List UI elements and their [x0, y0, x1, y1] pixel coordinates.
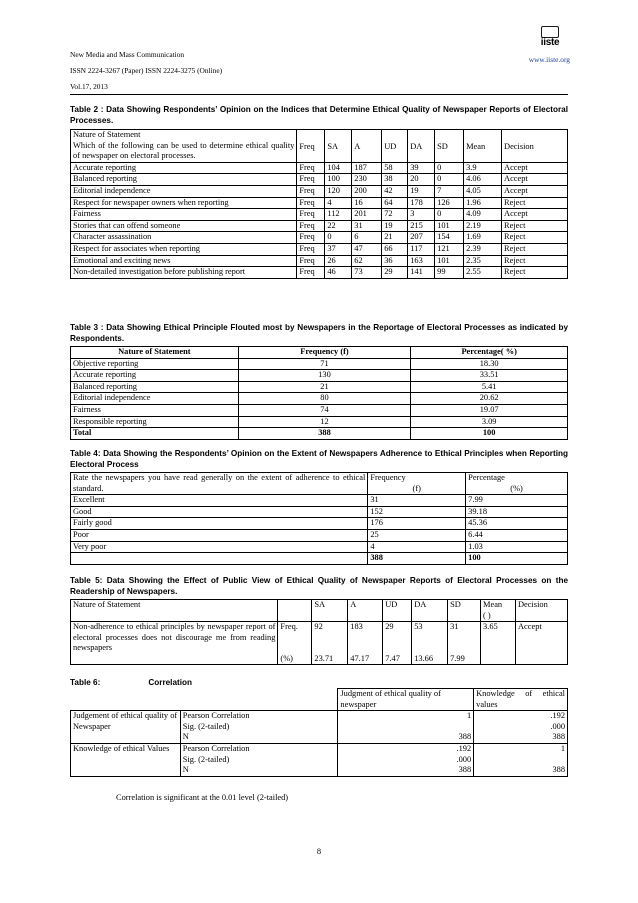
table2-cell: 187: [352, 162, 382, 174]
table2-cell: 4.09: [464, 209, 502, 221]
table2-row: [71, 220, 568, 232]
table2-cell: 3.9: [464, 162, 502, 174]
table2-cell: 22: [325, 220, 352, 232]
table3-cell: 71: [238, 358, 411, 370]
table2-cell: 207: [408, 232, 435, 244]
table2-cell: 47: [352, 243, 382, 255]
table2-cell: 16: [352, 197, 382, 209]
table4-cell: 6.44: [466, 529, 568, 541]
table4-col-frequency: Frequency (f): [368, 473, 466, 495]
table3-cell: 12: [238, 416, 411, 428]
table2-col-ud: UD: [382, 130, 408, 163]
table5-col-mean: Mean ( ): [481, 600, 516, 622]
table5-mean-cell: 3.65: [481, 622, 516, 665]
table4-col-percentage: Percentage (%): [466, 473, 568, 495]
table3-body: [71, 358, 568, 428]
table2-cell: 64: [382, 197, 408, 209]
table2-cell: Reject: [502, 197, 568, 209]
table5-freq-pct-labels: Freq. (%): [278, 622, 312, 665]
table2-row-label: Emotional and exciting news: [71, 255, 297, 267]
table2-cell: Freq: [297, 185, 325, 197]
table2-row-label: Accurate reporting: [71, 162, 297, 174]
table2-cell: 4.06: [464, 174, 502, 186]
table2-cell: Reject: [502, 232, 568, 244]
table2-col-decision: Decision: [502, 130, 568, 163]
table2-cell: 112: [325, 209, 352, 221]
table5-col-freq-label: [278, 600, 312, 622]
table4-total-pct: 100: [466, 553, 568, 565]
table5-col-statement: Nature of Statement: [71, 600, 278, 622]
table2-cell: Freq: [297, 220, 325, 232]
table2-cell: 42: [382, 185, 408, 197]
table6-col-judgment: Judgment of ethical quality of newspaper: [338, 689, 474, 711]
table2-cell: 19: [382, 220, 408, 232]
table5-da-cell: 53 13.66: [412, 622, 448, 665]
table2-cell: 163: [408, 255, 435, 267]
table4: [70, 472, 568, 565]
table3-total-label: Total: [71, 428, 239, 440]
table2-row: [71, 255, 568, 267]
table4-cell: 31: [368, 495, 466, 507]
table6-row1-label: Judgement of ethical quality of Newspaper: [71, 711, 181, 744]
table3-col-statement: Nature of Statement: [71, 347, 239, 359]
table2-cell: 46: [325, 267, 352, 279]
table2-cell: 58: [382, 162, 408, 174]
table4-cell: Fairly good: [71, 518, 368, 530]
table5-col-a: A: [348, 600, 383, 622]
table2-row: [71, 232, 568, 244]
table2-cell: Accept: [502, 162, 568, 174]
table2-cell: 19: [408, 185, 435, 197]
table2-cell: 0: [435, 174, 464, 186]
table3-cell: Objective reporting: [71, 358, 239, 370]
table2-cell: 73: [352, 267, 382, 279]
table2-row-label: Stories that can offend someone: [71, 220, 297, 232]
table4-cell: Poor: [71, 529, 368, 541]
table3-cell: 74: [238, 404, 411, 416]
table2-cell: 121: [435, 243, 464, 255]
journal-url-link[interactable]: www.iiste.org: [528, 55, 570, 64]
table3-row: [71, 404, 568, 416]
table4-cell: 39.18: [466, 506, 568, 518]
table2: [70, 129, 568, 279]
table2-header-row: [71, 130, 568, 163]
table4-cell: 152: [368, 506, 466, 518]
table5-col-da: DA: [412, 600, 448, 622]
table2-cell: Freq: [297, 197, 325, 209]
table2-col-sa: SA: [325, 130, 352, 163]
table2-cell: Freq: [297, 255, 325, 267]
table6-col-knowledge: Knowledge of ethical values: [474, 689, 568, 711]
table2-row-label: Character assassination: [71, 232, 297, 244]
table4-cell: 4: [368, 541, 466, 553]
table2-cell: 104: [325, 162, 352, 174]
table2-cell: 20: [408, 174, 435, 186]
table4-cell: 25: [368, 529, 466, 541]
table2-cell: 0: [325, 232, 352, 244]
table3-row: [71, 393, 568, 405]
table4-cell: Excellent: [71, 495, 368, 507]
table2-cell: 31: [352, 220, 382, 232]
table2-cell: 126: [435, 197, 464, 209]
table6-header-row: [71, 689, 568, 711]
table2-cell: 200: [352, 185, 382, 197]
table2-cell: 0: [435, 209, 464, 221]
journal-name: New Media and Mass Communication: [70, 50, 185, 59]
table5-sa-cell: 92 23.71: [312, 622, 348, 665]
table4-cell: 1.03: [466, 541, 568, 553]
table2-row-label: Respect for associates when reporting: [71, 243, 297, 255]
table6-row2-label: Knowledge of ethical Values: [71, 743, 181, 776]
table2-cell: Freq: [297, 267, 325, 279]
table2-cell: 120: [325, 185, 352, 197]
table5-caption: Table 5: Data Showing the Effect of Public View of Ethical Quality of Newspaper Reports of Electoral Processes on the Readership of Newspapers.: [70, 576, 568, 596]
table2-cell: 26: [325, 255, 352, 267]
table3-col-frequency: Frequency (f): [238, 347, 411, 359]
table3-row: [71, 358, 568, 370]
table2-row: [71, 185, 568, 197]
table2-cell: 36: [382, 255, 408, 267]
table6: [70, 688, 568, 777]
table2-row-label: Non-detailed investigation before publishing report: [71, 267, 297, 279]
header-rule: [70, 94, 568, 95]
table5-col-sd: SD: [448, 600, 481, 622]
table2-row: [71, 267, 568, 279]
table6-row1-stats: Pearson Correlation Sig. (2-tailed) N: [180, 711, 338, 744]
table5-col-ud: UD: [383, 600, 412, 622]
table4-caption: Table 4: Data Showing the Respondents’ Opinion on the Extent of Newspapers Adherence to Ethical Principles when Reporting Electoral Process: [70, 449, 568, 469]
table2-row-label: Editorial independence: [71, 185, 297, 197]
table2-cell: 215: [408, 220, 435, 232]
table3-col-percentage: Percentage( %): [411, 347, 568, 359]
table4-total-label: [71, 553, 368, 565]
table2-col-da: DA: [408, 130, 435, 163]
table2-cell: Accept: [502, 174, 568, 186]
table2-cell: 117: [408, 243, 435, 255]
table2-cell: 3: [408, 209, 435, 221]
table4-row: [71, 506, 568, 518]
table6-caption: Table 6: Correlation: [70, 678, 193, 687]
table4-row: [71, 495, 568, 507]
table2-cell: 230: [352, 174, 382, 186]
table3-cell: 33.51: [411, 370, 568, 382]
table3-total-freq: 388: [238, 428, 411, 440]
table3-cell: 3.09: [411, 416, 568, 428]
table3-cell: 80: [238, 393, 411, 405]
table2-row: [71, 174, 568, 186]
table5-col-sa: SA: [312, 600, 348, 622]
table4-cell: 45.36: [466, 518, 568, 530]
table2-cell: Freq: [297, 209, 325, 221]
table2-cell: 1.69: [464, 232, 502, 244]
table2-cell: 66: [382, 243, 408, 255]
table2-cell: 7: [435, 185, 464, 197]
table2-cell: Reject: [502, 243, 568, 255]
table3: [70, 346, 568, 440]
table2-cell: 6: [352, 232, 382, 244]
table2-cell: Accept: [502, 209, 568, 221]
table2-cell: 2.19: [464, 220, 502, 232]
table3-total-pct: 100: [411, 428, 568, 440]
table4-header-row: [71, 473, 568, 495]
table4-row: [71, 541, 568, 553]
table2-cell: 101: [435, 220, 464, 232]
table2-cell: Freq: [297, 162, 325, 174]
table3-cell: 20.62: [411, 393, 568, 405]
table2-caption: Table 2 : Data Showing Respondents’ Opinion on the Indices that Determine Ethical Quality of Newspaper Reports of Electoral Processes.: [70, 105, 568, 125]
table3-cell: Responsible reporting: [71, 416, 239, 428]
table2-row: [71, 197, 568, 209]
table2-cell: Accept: [502, 185, 568, 197]
table2-cell: 72: [382, 209, 408, 221]
table2-header-statement: Nature of Statement Which of the following can be used to determine ethical quality of newspaper on electoral processes.: [71, 130, 297, 163]
table2-row-label: Fairness: [71, 209, 297, 221]
table2-cell: 1.96: [464, 197, 502, 209]
table2-cell: 2.39: [464, 243, 502, 255]
table4-cell: 176: [368, 518, 466, 530]
table2-cell: 2.35: [464, 255, 502, 267]
table2-col-a: A: [352, 130, 382, 163]
table3-header-row: [71, 347, 568, 359]
table2-cell: 2.55: [464, 267, 502, 279]
table2-row: [71, 162, 568, 174]
table6-row1-col1: 1 388: [338, 711, 474, 744]
table2-cell: 99: [435, 267, 464, 279]
table4-row: [71, 518, 568, 530]
issn-line: ISSN 2224-3267 (Paper) ISSN 2224-3275 (Online): [70, 66, 223, 75]
table5-sd-cell: 31 7.99: [448, 622, 481, 665]
table2-cell: 0: [435, 162, 464, 174]
table5-header-row: [71, 600, 568, 622]
page-number: 8: [316, 847, 322, 856]
table2-cell: 201: [352, 209, 382, 221]
table5-ud-cell: 29 7.47: [383, 622, 412, 665]
table3-cell: 5.41: [411, 381, 568, 393]
table2-cell: 21: [382, 232, 408, 244]
table4-cell: Good: [71, 506, 368, 518]
table3-total-row: [71, 428, 568, 440]
table6-row-knowledge: [71, 743, 568, 776]
table2-row-label: Respect for newspaper owners when reporting: [71, 197, 297, 209]
table2-cell: 141: [408, 267, 435, 279]
table2-body: [71, 162, 568, 278]
table2-cell: 29: [382, 267, 408, 279]
table2-cell: 37: [325, 243, 352, 255]
table2-cell: Freq: [297, 174, 325, 186]
table6-row2-col2: 1 388: [474, 743, 568, 776]
table2-cell: 154: [435, 232, 464, 244]
table6-row-judgement: [71, 711, 568, 744]
table4-total-freq: 388: [368, 553, 466, 565]
table2-cell: Reject: [502, 255, 568, 267]
table4-cell: 7.99: [466, 495, 568, 507]
table4-cell: Very poor: [71, 541, 368, 553]
table6-row2-col1: .192 .000 388: [338, 743, 474, 776]
table6-row2-stats: Pearson Correlation Sig. (2-tailed) N: [180, 743, 338, 776]
table3-cell: 19.07: [411, 404, 568, 416]
table2-row: [71, 243, 568, 255]
table2-row-label: Balanced reporting: [71, 174, 297, 186]
table2-cell: 62: [352, 255, 382, 267]
table4-total-row: [71, 553, 568, 565]
table4-col-statement: Rate the newspapers you have read generally on the extent of adherence to ethical standard.: [71, 473, 368, 495]
table3-cell: Fairness: [71, 404, 239, 416]
table6-row1-col2: .192 .000 388: [474, 711, 568, 744]
table3-row: [71, 370, 568, 382]
table5: [70, 599, 568, 665]
table5-decision-cell: Accept: [516, 622, 568, 665]
table3-row: [71, 416, 568, 428]
table2-cell: 178: [408, 197, 435, 209]
table2-cell: 101: [435, 255, 464, 267]
iiste-logo: iiste: [533, 26, 567, 50]
table3-cell: Balanced reporting: [71, 381, 239, 393]
table2-col-mean: Mean: [464, 130, 502, 163]
table2-cell: 39: [408, 162, 435, 174]
table6-footnote: Correlation is significant at the 0.01 level (2-tailed): [116, 793, 289, 802]
table3-cell: Accurate reporting: [71, 370, 239, 382]
table5-data-row: [71, 622, 568, 665]
table5-a-cell: 183 47.17: [348, 622, 383, 665]
table2-cell: Freq: [297, 232, 325, 244]
table3-cell: Editorial independence: [71, 393, 239, 405]
table2-cell: Reject: [502, 220, 568, 232]
table2-cell: Reject: [502, 267, 568, 279]
table2-cell: 4.05: [464, 185, 502, 197]
table2-cell: 100: [325, 174, 352, 186]
table5-statement: Non-adherence to ethical principles by newspaper report of electoral processes does not discourage me from reading newspapers: [71, 622, 278, 665]
volume-line: Vol.17, 2013: [70, 82, 108, 91]
table2-col-freq: Freq: [297, 130, 325, 163]
table4-body: [71, 495, 568, 553]
table3-cell: 18.30: [411, 358, 568, 370]
table3-row: [71, 381, 568, 393]
table3-caption: Table 3 : Data Showing Ethical Principle Flouted most by Newspapers in the Reportage of Electoral Processes as indicated by Respondents.: [70, 323, 568, 343]
table3-cell: 130: [238, 370, 411, 382]
table4-row: [71, 529, 568, 541]
table2-row: [71, 209, 568, 221]
table2-col-sd: SD: [435, 130, 464, 163]
table2-cell: Freq: [297, 243, 325, 255]
table2-cell: 38: [382, 174, 408, 186]
table5-col-decision: Decision: [516, 600, 568, 622]
table2-cell: 4: [325, 197, 352, 209]
table3-cell: 21: [238, 381, 411, 393]
